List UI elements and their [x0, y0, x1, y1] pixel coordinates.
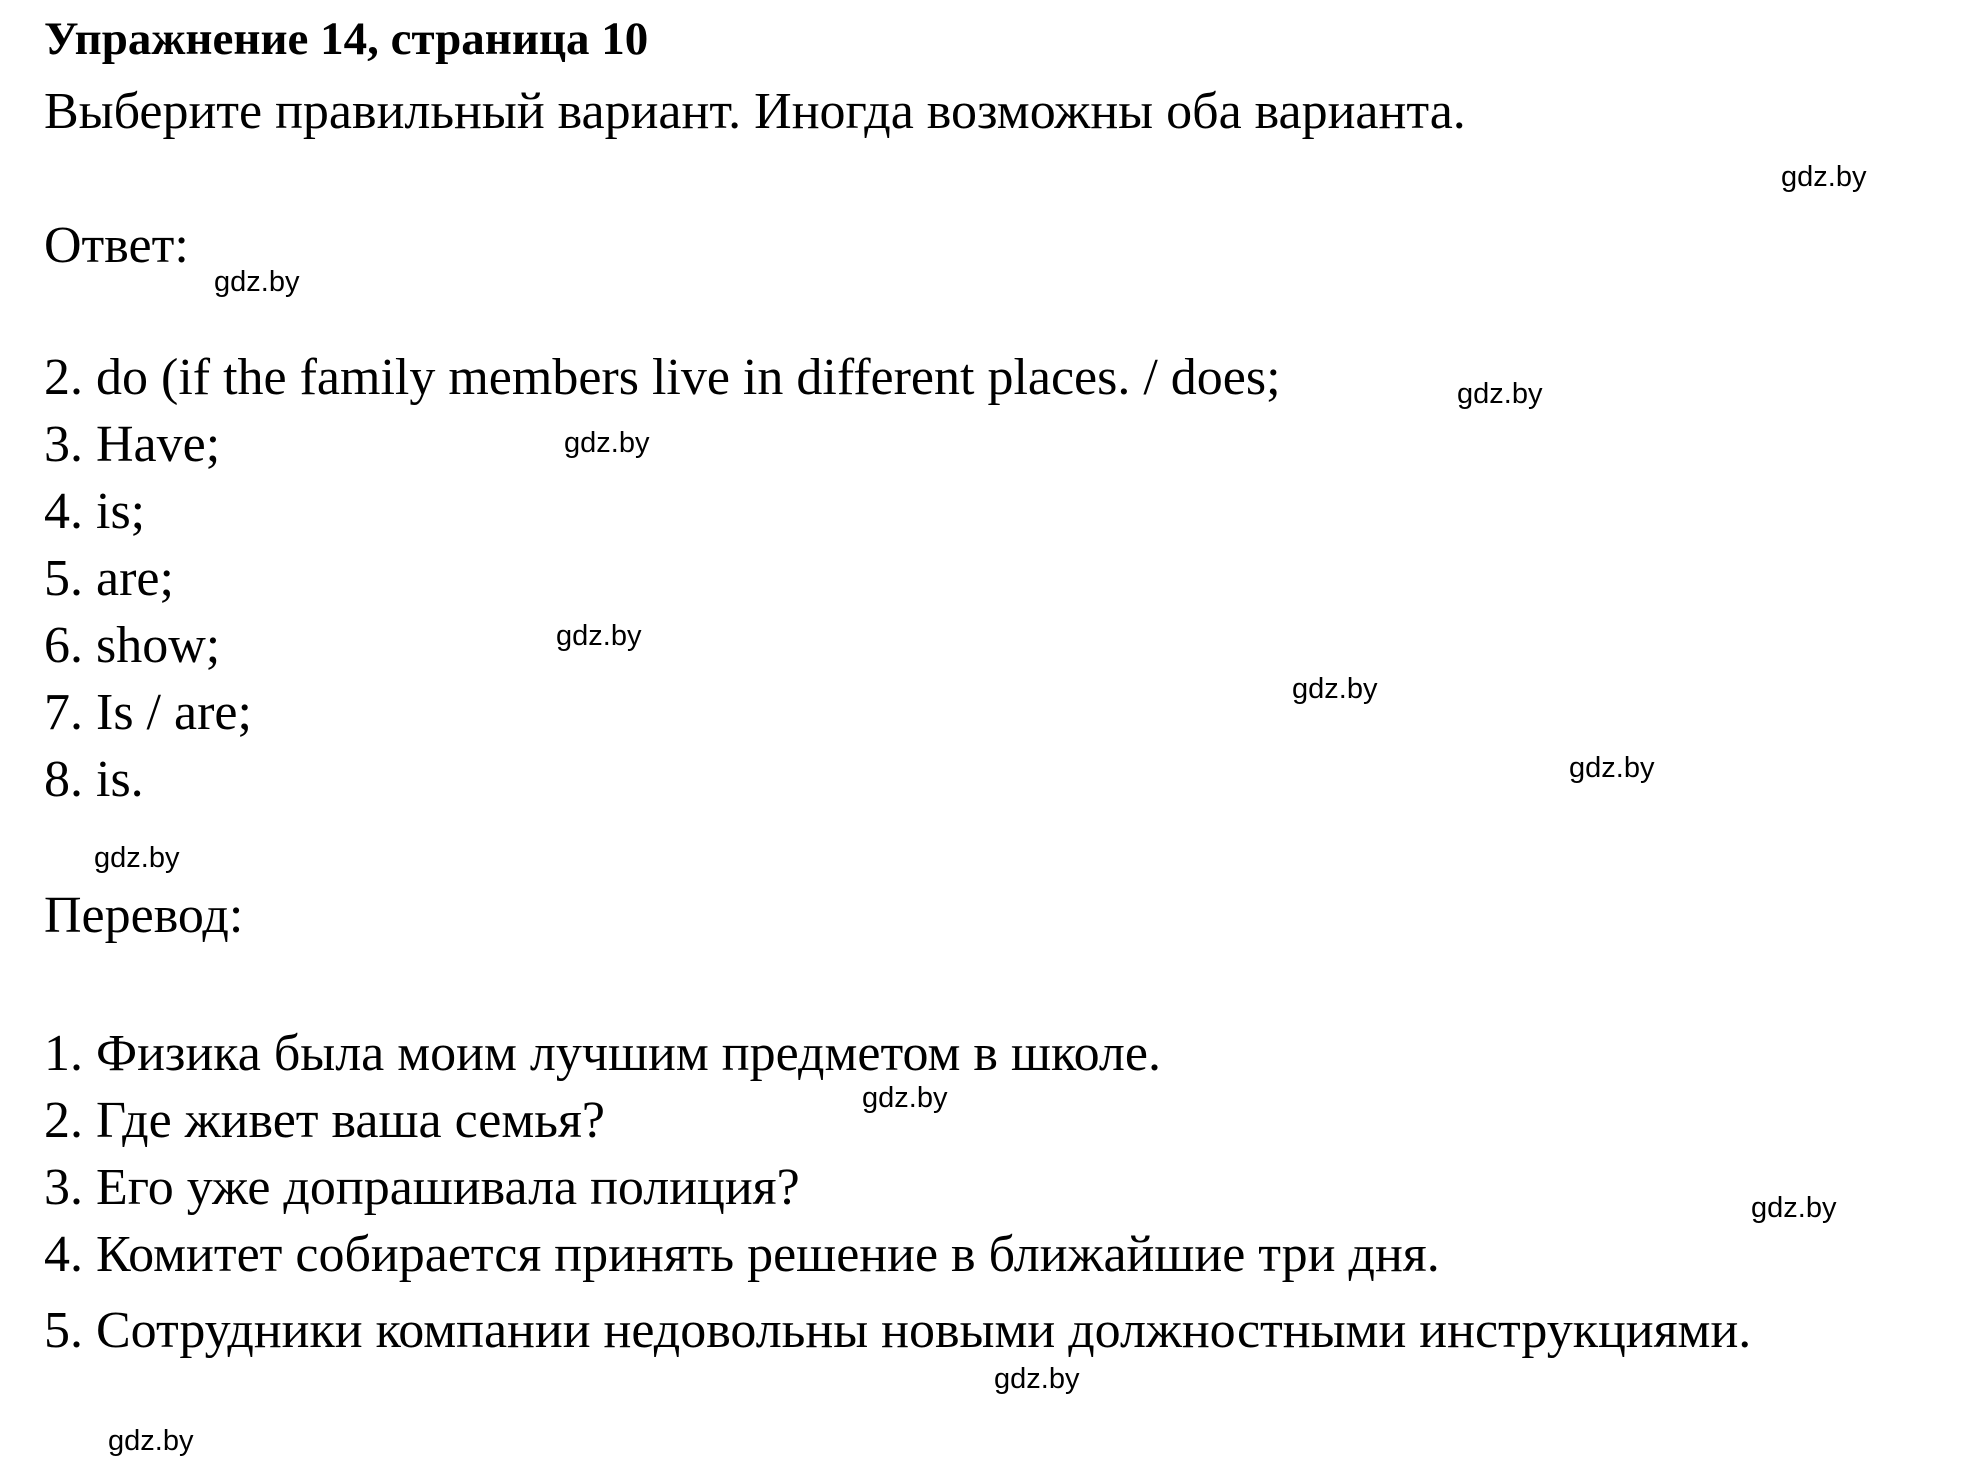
watermark: gdz.by: [1751, 1192, 1837, 1224]
translation-item: 2. Где живет ваша семья?: [44, 1092, 605, 1149]
watermark: gdz.by: [564, 427, 650, 459]
answer-item: 3. Have;: [44, 416, 221, 473]
answer-item: 2. do (if the family members live in different places. / does;: [44, 349, 1281, 406]
watermark: gdz.by: [214, 266, 300, 298]
watermark: gdz.by: [1292, 673, 1378, 705]
watermark: gdz.by: [1569, 752, 1655, 784]
watermark: gdz.by: [1781, 161, 1867, 193]
translation-item: 5. Сотрудники компании недовольны новыми должностными инструкциями.: [44, 1302, 1752, 1359]
watermark: gdz.by: [94, 842, 180, 874]
watermark: gdz.by: [1457, 378, 1543, 410]
translation-item: 1. Физика была моим лучшим предметом в школе.: [44, 1025, 1161, 1082]
watermark: gdz.by: [108, 1425, 194, 1457]
answer-item: 8. is.: [44, 751, 144, 808]
watermark: gdz.by: [556, 620, 642, 652]
answer-item: 7. Is / are;: [44, 684, 252, 741]
answer-label: Ответ:: [44, 217, 189, 274]
translation-label: Перевод:: [44, 887, 244, 944]
answer-item: 6. show;: [44, 617, 221, 674]
translation-item: 4. Комитет собирается принять решение в ближайшие три дня.: [44, 1226, 1440, 1283]
watermark: gdz.by: [862, 1082, 948, 1114]
watermark: gdz.by: [994, 1363, 1080, 1395]
answer-item: 4. is;: [44, 483, 146, 540]
answer-item: 5. are;: [44, 550, 174, 607]
exercise-instruction: Выберите правильный вариант. Иногда возможны оба варианта.: [44, 83, 1466, 140]
exercise-title: Упражнение 14, страница 10: [44, 13, 649, 65]
translation-item: 3. Его уже допрашивала полиция?: [44, 1159, 800, 1216]
